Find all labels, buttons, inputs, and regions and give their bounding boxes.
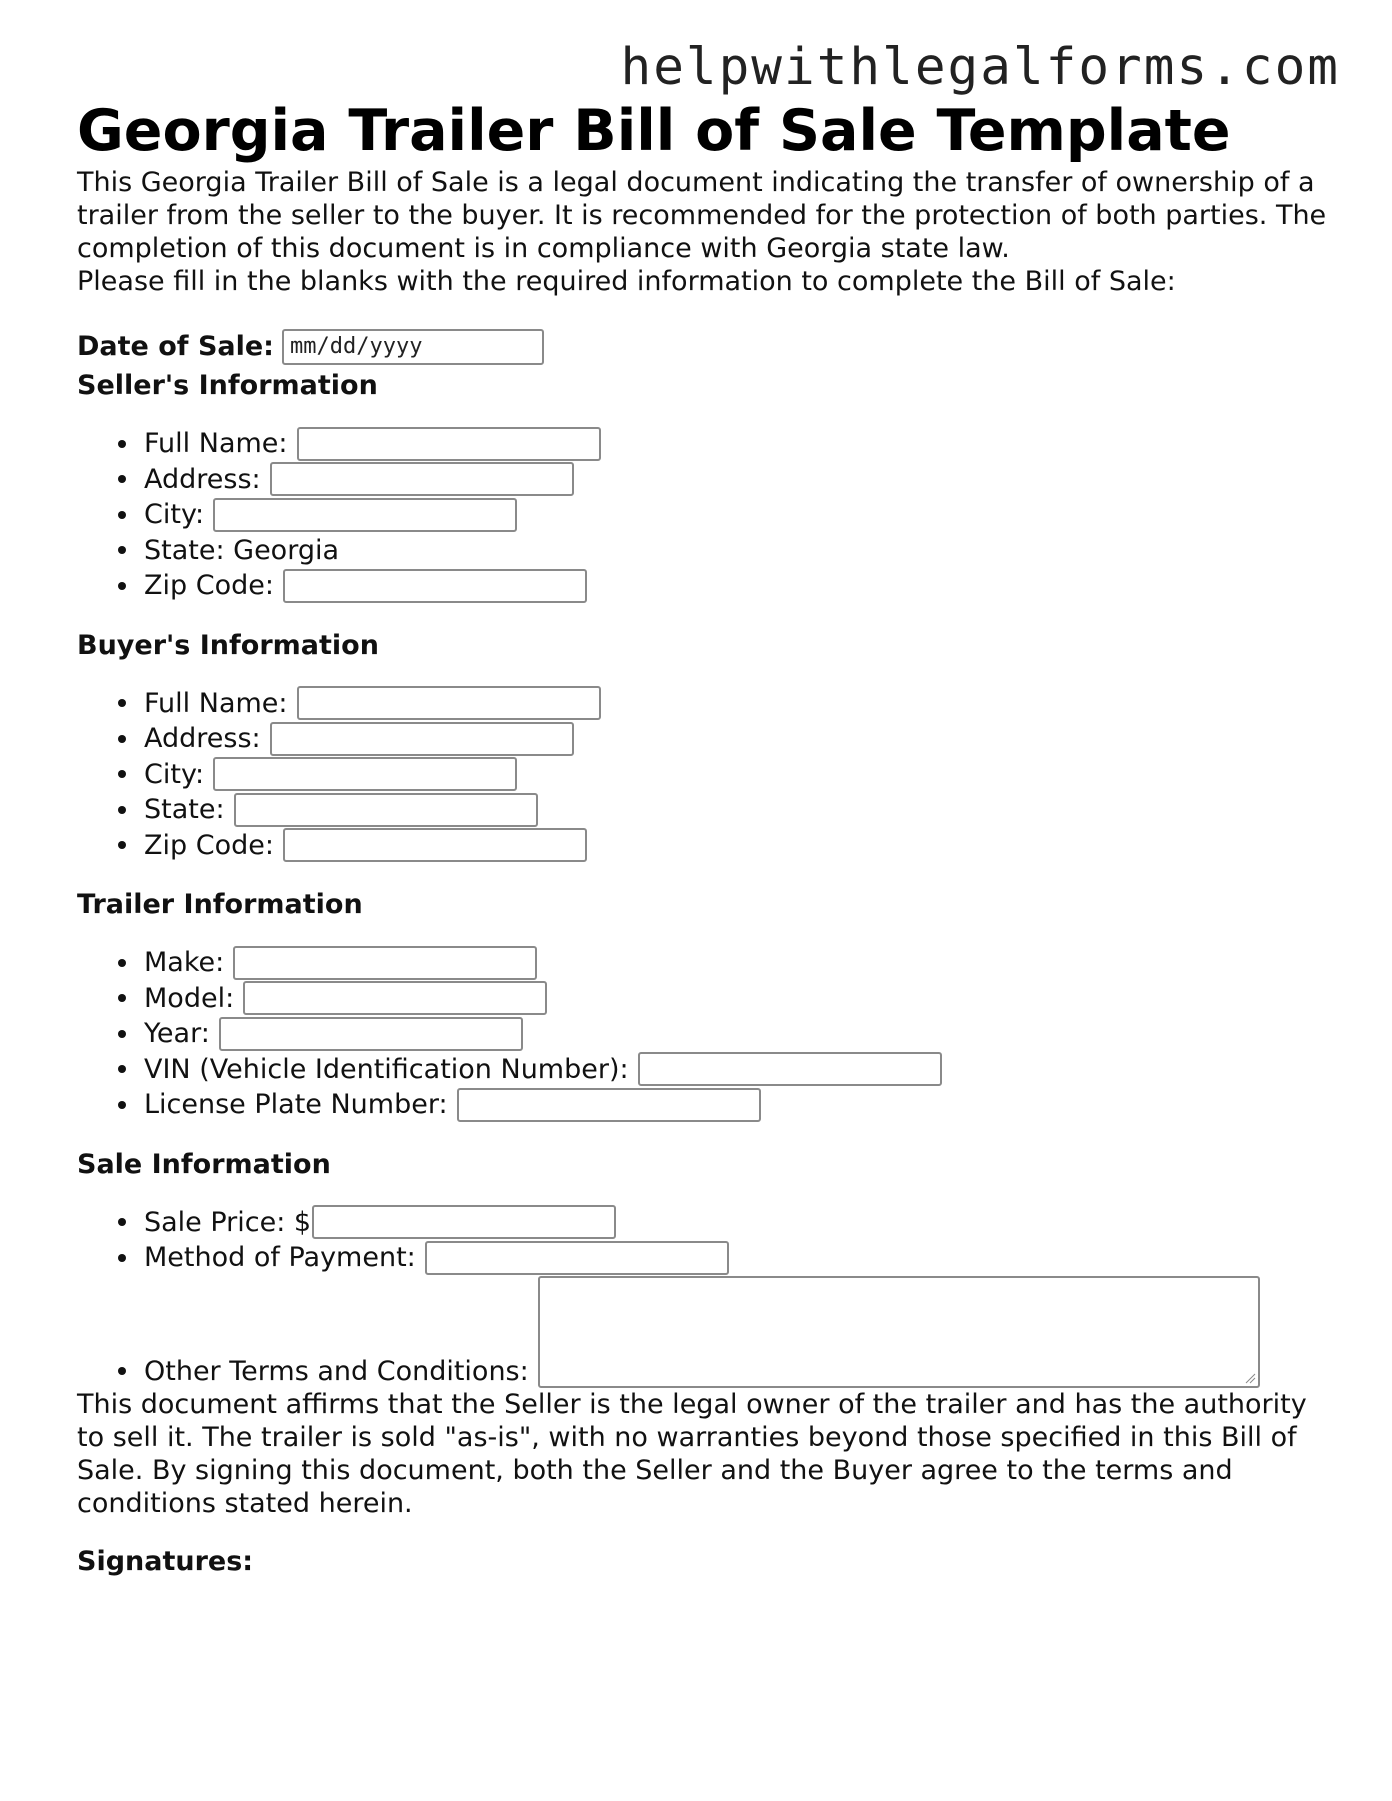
payment-method-input[interactable] — [425, 1241, 729, 1275]
trailer-plate-label: License Plate Number: — [144, 1089, 448, 1121]
trailer-model-input[interactable] — [243, 981, 547, 1015]
trailer-year-label: Year: — [144, 1018, 210, 1050]
date-of-sale-label: Date of Sale: — [77, 331, 274, 362]
intro-paragraph: This Georgia Trailer Bill of Sale is a legal document indicating the transfer of ownership of a trailer from the seller to the buyer. It is recommended for the protection of both parties. The completion of this document is in compliance with Georgia state law. — [77, 167, 1327, 264]
other-terms-row — [144, 1276, 1327, 1388]
seller-section-heading: Seller's Information — [77, 370, 378, 401]
sale-price-row — [144, 1205, 1327, 1241]
resize-grip-icon[interactable] — [1245, 1373, 1256, 1384]
sale-section-heading: Sale Information — [77, 1148, 331, 1180]
trailer-make-row — [144, 945, 1327, 981]
buyer-zip-row — [144, 828, 1327, 864]
buyer-city-label: City: — [144, 758, 205, 790]
buyer-state-label: State: — [144, 794, 225, 826]
buyer-section-heading: Buyer's Information — [77, 629, 379, 661]
trailer-plate-row — [144, 1087, 1327, 1123]
seller-city-label: City: — [144, 499, 205, 531]
buyer-city-row — [144, 757, 1327, 793]
payment-method-label: Method of Payment: — [144, 1242, 416, 1274]
buyer-state-input[interactable] — [234, 793, 538, 827]
seller-zip-row — [144, 568, 1327, 604]
trailer-model-row — [144, 981, 1327, 1017]
other-terms-label: Other Terms and Conditions: — [144, 1355, 529, 1387]
seller-full-name-row — [144, 426, 1327, 462]
sale-price-label: Sale Price: $ — [144, 1206, 312, 1238]
seller-fields-list — [77, 426, 1327, 604]
buyer-fields-list — [77, 686, 1327, 864]
trailer-section-heading: Trailer Information — [77, 889, 363, 920]
buyer-city-input[interactable] — [213, 757, 517, 791]
buyer-zip-input[interactable] — [283, 828, 587, 862]
seller-address-input[interactable] — [270, 462, 574, 496]
seller-city-row — [144, 497, 1327, 533]
buyer-full-name-input[interactable] — [297, 686, 601, 720]
seller-full-name-input[interactable] — [297, 427, 601, 461]
date-of-sale-input[interactable] — [282, 329, 544, 365]
seller-zip-label: Zip Code: — [144, 570, 274, 602]
sale-fields-list — [77, 1205, 1327, 1388]
page-title: Georgia Trailer Bill of Sale Template — [77, 98, 1231, 164]
signatures-heading: Signatures: — [77, 1545, 254, 1577]
trailer-make-label: Make: — [144, 947, 225, 979]
trailer-plate-input[interactable] — [457, 1088, 761, 1122]
buyer-full-name-row — [144, 686, 1327, 722]
seller-zip-input[interactable] — [283, 569, 587, 603]
seller-full-name-label: Full Name: — [144, 428, 288, 460]
trailer-model-label: Model: — [144, 982, 235, 1014]
trailer-fields-list — [77, 945, 1327, 1123]
closing-paragraph: This document affirms that the Seller is the legal owner of the trailer and has the authority to sell it. The trailer is sold "as-is", with no warranties beyond those specified in this Bill of Sale. By signing this document, both the Seller and the Buyer agree to the terms and conditions stated herein. — [77, 1388, 1307, 1519]
date-of-sale-placeholder: mm/dd/yyyy — [289, 334, 423, 359]
trailer-vin-input[interactable] — [638, 1052, 942, 1086]
trailer-year-input[interactable] — [219, 1017, 523, 1051]
trailer-vin-label: VIN (Vehicle Identification Number): — [144, 1053, 629, 1085]
buyer-address-label: Address: — [144, 723, 261, 755]
trailer-year-row — [144, 1016, 1327, 1052]
trailer-vin-row — [144, 1052, 1327, 1088]
seller-address-row — [144, 462, 1327, 498]
buyer-zip-label: Zip Code: — [144, 829, 274, 861]
buyer-state-row — [144, 792, 1327, 828]
seller-address-label: Address: — [144, 463, 261, 495]
seller-state-row — [144, 533, 1327, 569]
buyer-full-name-label: Full Name: — [144, 687, 288, 719]
instructions-paragraph: Please fill in the blanks with the required information to complete the Bill of Sale: — [77, 266, 1176, 297]
sale-price-input[interactable] — [312, 1205, 616, 1239]
payment-method-row — [144, 1240, 1327, 1276]
seller-state-text: State: Georgia — [144, 534, 340, 566]
other-terms-textarea[interactable] — [538, 1276, 1260, 1388]
trailer-make-input[interactable] — [233, 946, 537, 980]
buyer-address-input[interactable] — [270, 722, 574, 756]
seller-city-input[interactable] — [213, 498, 517, 532]
site-watermark: helpwithlegalforms.com — [620, 38, 1340, 97]
date-of-sale-row — [77, 327, 1327, 366]
buyer-address-row — [144, 721, 1327, 757]
bill-of-sale-form — [77, 96, 1327, 1580]
